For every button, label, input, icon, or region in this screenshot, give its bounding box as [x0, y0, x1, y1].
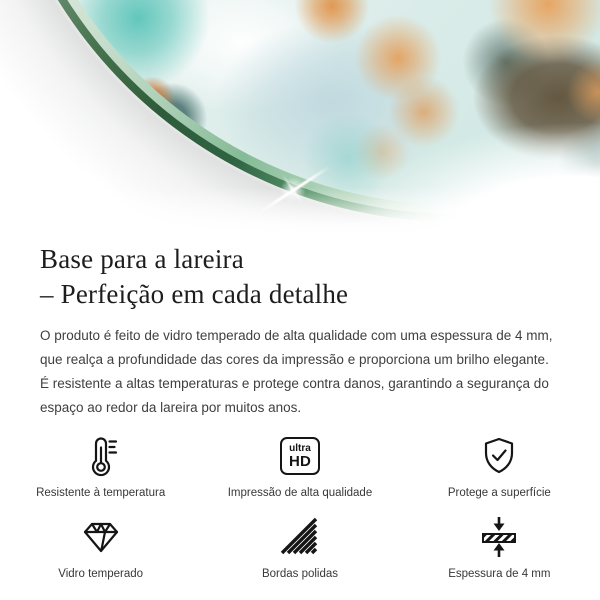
feature-surface-protection [400, 433, 599, 499]
page-title-line2: – Perfeição em cada detalhe [40, 279, 349, 309]
feature-label: Bordas polidas [261, 568, 339, 580]
sparkle-highlight-icon [255, 168, 335, 218]
ultra-hd-icon [280, 433, 320, 479]
feature-label: Impressão de alta qualidade [227, 487, 373, 499]
features-grid [1, 433, 599, 580]
feature-label: Resistente à temperatura [36, 487, 166, 499]
product-info-section [0, 242, 600, 420]
ultra-hd-icon-text-bottom: HD [288, 452, 312, 470]
polished-edges-icon [278, 514, 322, 560]
product-hero-image [0, 0, 600, 234]
page-title-line1: Base para a lareira [40, 244, 244, 274]
shield-check-icon [477, 433, 521, 479]
thermometer-icon [79, 433, 123, 479]
feature-temperature-resistant [1, 433, 200, 499]
feature-print-quality [200, 433, 399, 499]
feature-label: Espessura de 4 mm [448, 568, 551, 580]
feature-polished-edges [200, 514, 399, 580]
feature-label: Protege a superfície [447, 487, 551, 499]
feature-thickness [400, 514, 599, 580]
page-title [40, 242, 560, 312]
ultra-hd-icon-text-top: ultra [289, 442, 311, 454]
product-description: O produto é feito de vidro temperado de alta qualidade com uma espessura de 4 mm, que realça a profundidade das cores da impressão e proporciona um brilho elegante. É resistente a altas temperaturas e protege contra danos, garantindo a segurança do espaço ao redor da lareira por muitos anos. [40, 328, 553, 415]
thickness-press-icon [477, 514, 521, 560]
diamond-icon [79, 514, 123, 560]
feature-label: Vidro temperado [58, 568, 144, 580]
feature-tempered-glass [1, 514, 200, 580]
